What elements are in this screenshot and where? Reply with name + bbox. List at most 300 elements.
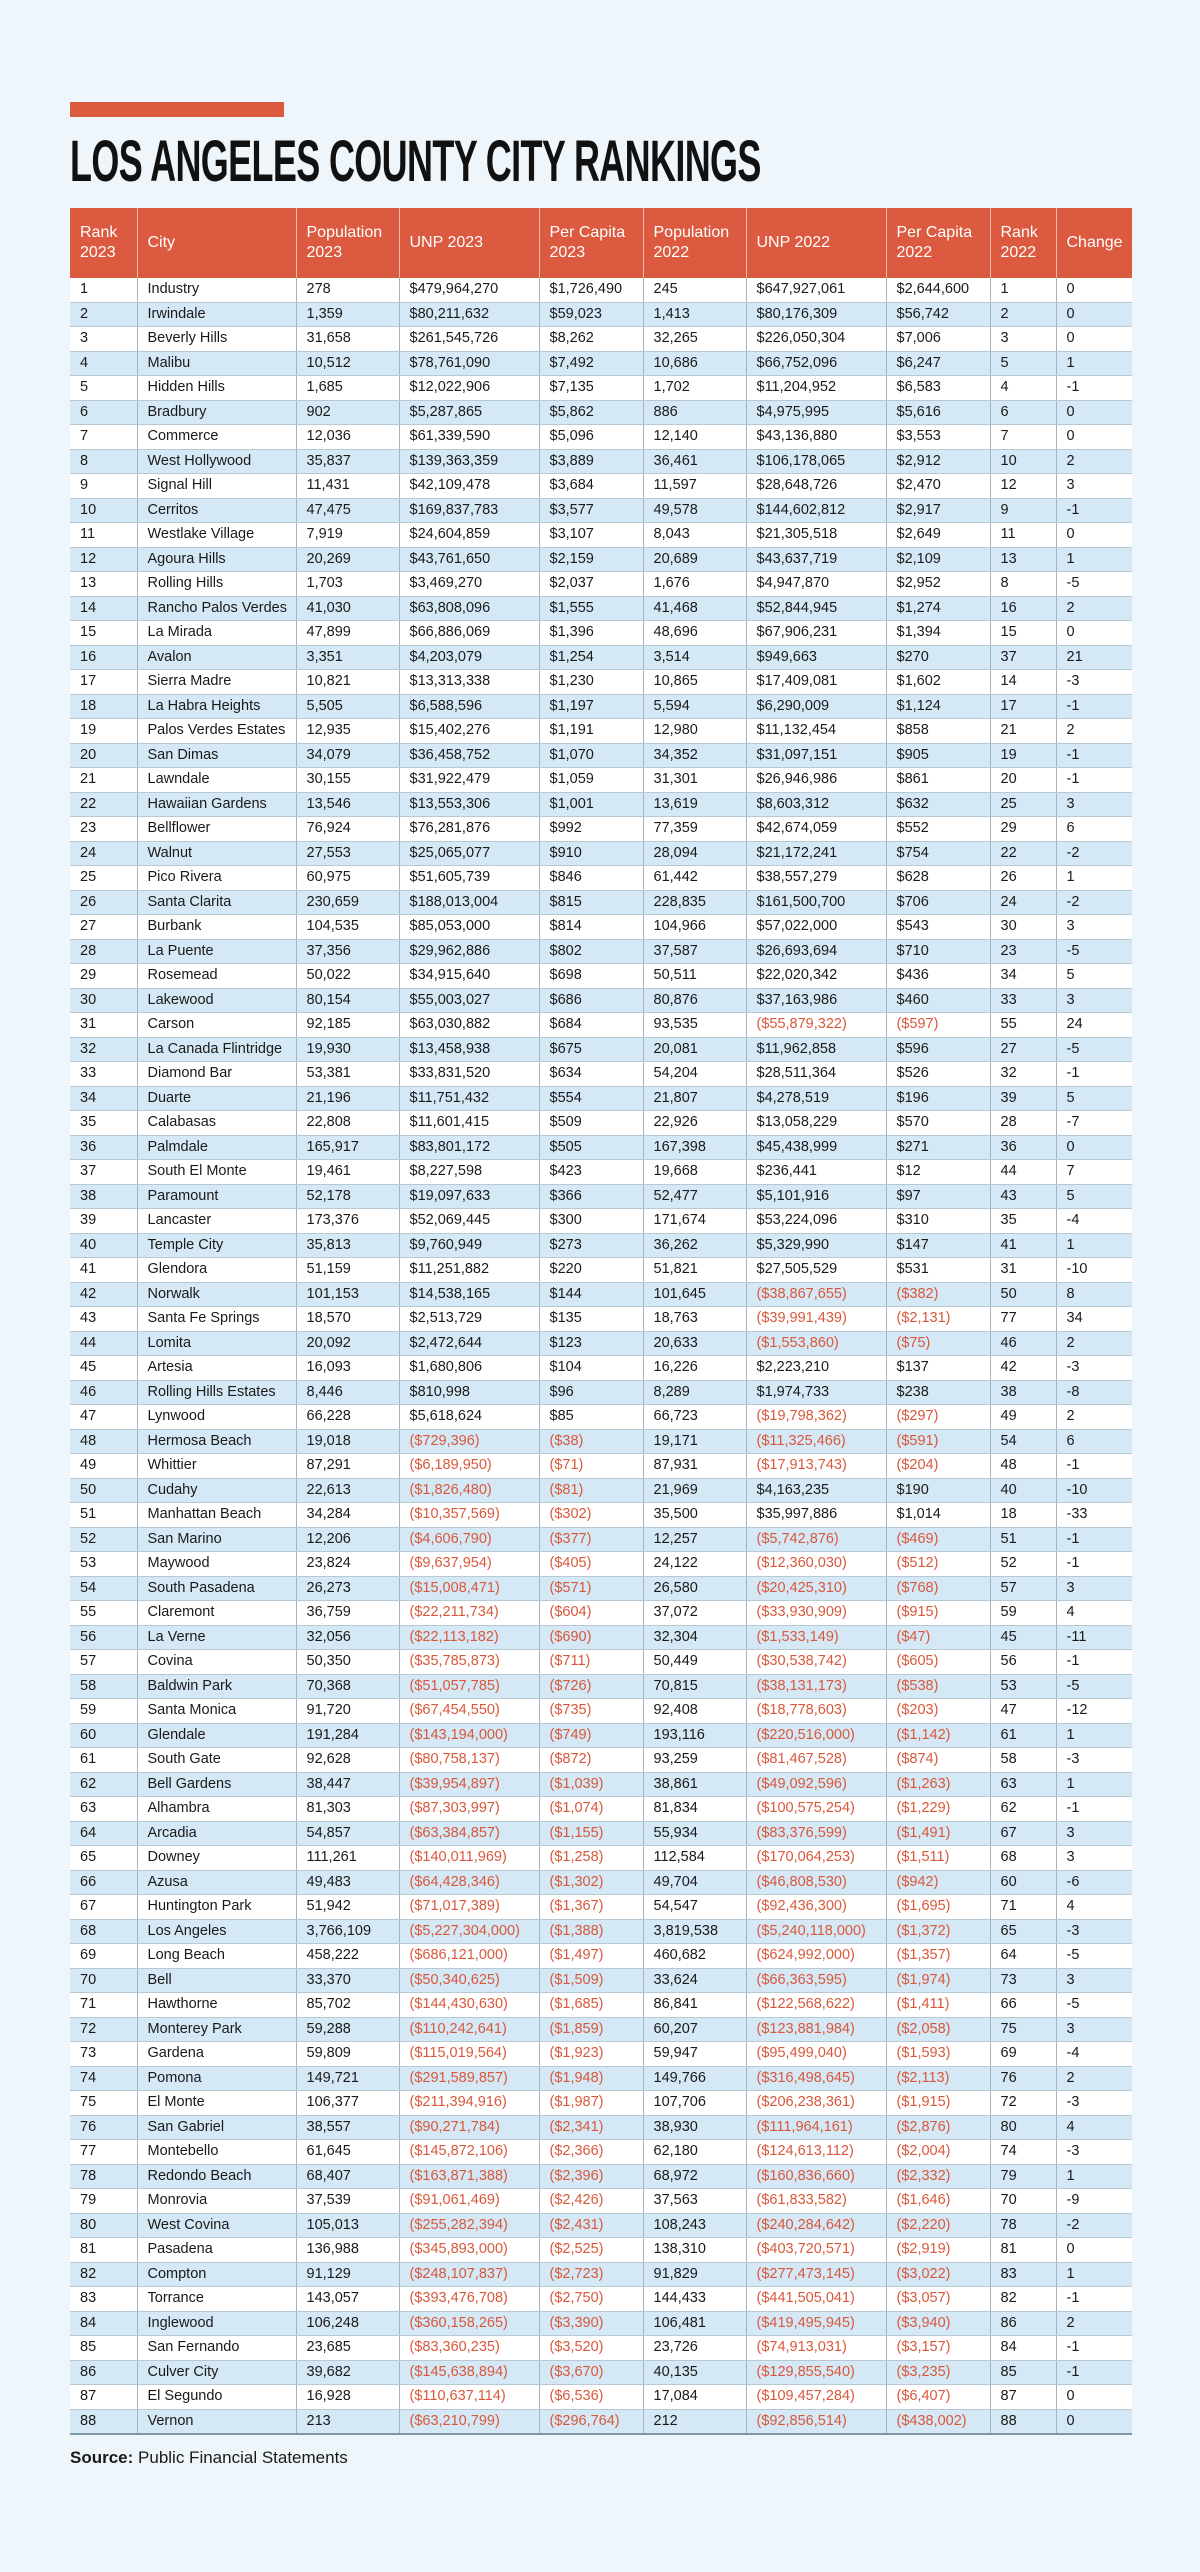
population-2022-cell: 149,766 xyxy=(643,2066,746,2091)
population-2023-cell: 39,682 xyxy=(296,2360,399,2385)
per-capita-2023-cell: ($2,525) xyxy=(539,2238,643,2263)
population-2022-cell: 51,821 xyxy=(643,1258,746,1283)
rank-2022-cell: 2 xyxy=(990,302,1056,327)
rank-2023-cell: 47 xyxy=(70,1405,137,1430)
unp-2022-cell: $647,927,061 xyxy=(746,278,886,302)
population-2022-cell: 50,449 xyxy=(643,1650,746,1675)
per-capita-2022-cell: ($6,407) xyxy=(886,2385,990,2410)
population-2022-cell: 107,706 xyxy=(643,2091,746,2116)
unp-2022-cell: $66,752,096 xyxy=(746,351,886,376)
rank-2023-cell: 3 xyxy=(70,327,137,352)
unp-2023-cell: ($1,826,480) xyxy=(399,1478,539,1503)
rank-2022-cell: 56 xyxy=(990,1650,1056,1675)
per-capita-2023-cell: $135 xyxy=(539,1307,643,1332)
population-2023-cell: 41,030 xyxy=(296,596,399,621)
unp-2023-cell: $36,458,752 xyxy=(399,743,539,768)
city-cell: Bellflower xyxy=(137,817,296,842)
unp-2022-cell: $106,178,065 xyxy=(746,449,886,474)
per-capita-2022-cell: ($1,593) xyxy=(886,2042,990,2067)
table-row xyxy=(70,425,1132,450)
per-capita-2022-cell: $5,616 xyxy=(886,400,990,425)
rank-2022-cell: 36 xyxy=(990,1135,1056,1160)
unp-2022-cell: ($55,879,322) xyxy=(746,1013,886,1038)
per-capita-2023-cell: $104 xyxy=(539,1356,643,1381)
unp-2022-cell: $5,101,916 xyxy=(746,1184,886,1209)
change-cell: 2 xyxy=(1056,1405,1132,1430)
per-capita-2023-cell: ($6,536) xyxy=(539,2385,643,2410)
city-cell: West Covina xyxy=(137,2213,296,2238)
rank-2022-cell: 55 xyxy=(990,1013,1056,1038)
population-2023-cell: 20,269 xyxy=(296,547,399,572)
rank-2022-cell: 78 xyxy=(990,2213,1056,2238)
population-2022-cell: 37,563 xyxy=(643,2189,746,2214)
city-cell: Palmdale xyxy=(137,1135,296,1160)
population-2022-cell: 49,578 xyxy=(643,498,746,523)
population-2023-cell: 111,261 xyxy=(296,1846,399,1871)
per-capita-2022-cell: ($605) xyxy=(886,1650,990,1675)
city-cell: Gardena xyxy=(137,2042,296,2067)
unp-2023-cell: ($67,454,550) xyxy=(399,1699,539,1724)
table-row xyxy=(70,1625,1132,1650)
rank-2023-cell: 42 xyxy=(70,1282,137,1307)
per-capita-2023-cell: ($3,390) xyxy=(539,2311,643,2336)
per-capita-2022-cell: ($3,235) xyxy=(886,2360,990,2385)
unp-2022-cell: ($38,867,655) xyxy=(746,1282,886,1307)
per-capita-2022-cell: $147 xyxy=(886,1233,990,1258)
per-capita-2023-cell: ($3,520) xyxy=(539,2336,643,2361)
rank-2023-cell: 33 xyxy=(70,1062,137,1087)
per-capita-2023-cell: ($711) xyxy=(539,1650,643,1675)
unp-2022-cell: $4,975,995 xyxy=(746,400,886,425)
unp-2022-cell: ($92,856,514) xyxy=(746,2409,886,2434)
rank-2022-cell: 58 xyxy=(990,1748,1056,1773)
unp-2023-cell: $78,761,090 xyxy=(399,351,539,376)
unp-2022-cell: $8,603,312 xyxy=(746,792,886,817)
change-cell: 0 xyxy=(1056,1135,1132,1160)
unp-2023-cell: $33,831,520 xyxy=(399,1062,539,1087)
unp-2022-cell: $26,946,986 xyxy=(746,768,886,793)
table-row xyxy=(70,1527,1132,1552)
city-cell: Irwindale xyxy=(137,302,296,327)
change-cell: -5 xyxy=(1056,572,1132,597)
population-2022-cell: 87,931 xyxy=(643,1454,746,1479)
city-cell: Duarte xyxy=(137,1086,296,1111)
per-capita-2022-cell: ($3,057) xyxy=(886,2287,990,2312)
population-2022-cell: 54,547 xyxy=(643,1895,746,1920)
unp-2023-cell: $12,022,906 xyxy=(399,376,539,401)
population-2023-cell: 136,988 xyxy=(296,2238,399,2263)
unp-2023-cell: ($22,211,734) xyxy=(399,1601,539,1626)
population-2023-cell: 458,222 xyxy=(296,1944,399,1969)
population-2022-cell: 12,140 xyxy=(643,425,746,450)
population-2023-cell: 32,056 xyxy=(296,1625,399,1650)
city-cell: Vernon xyxy=(137,2409,296,2434)
per-capita-2023-cell: $686 xyxy=(539,988,643,1013)
table-row xyxy=(70,1454,1132,1479)
per-capita-2022-cell: $310 xyxy=(886,1209,990,1234)
unp-2023-cell: $810,998 xyxy=(399,1380,539,1405)
population-2023-cell: 19,018 xyxy=(296,1429,399,1454)
column-header-rank-2022: Rank 2022 xyxy=(990,208,1056,278)
per-capita-2023-cell: ($1,302) xyxy=(539,1870,643,1895)
unp-2023-cell: $3,469,270 xyxy=(399,572,539,597)
city-cell: Pasadena xyxy=(137,2238,296,2263)
unp-2023-cell: $42,109,478 xyxy=(399,474,539,499)
population-2022-cell: 3,514 xyxy=(643,645,746,670)
population-2022-cell: 12,257 xyxy=(643,1527,746,1552)
change-cell: 3 xyxy=(1056,474,1132,499)
rank-2022-cell: 33 xyxy=(990,988,1056,1013)
per-capita-2023-cell: $684 xyxy=(539,1013,643,1038)
table-row xyxy=(70,2066,1132,2091)
per-capita-2023-cell: $1,070 xyxy=(539,743,643,768)
per-capita-2023-cell: ($1,039) xyxy=(539,1772,643,1797)
rank-2022-cell: 84 xyxy=(990,2336,1056,2361)
per-capita-2022-cell: $1,394 xyxy=(886,621,990,646)
change-cell: 2 xyxy=(1056,596,1132,621)
per-capita-2022-cell: $858 xyxy=(886,719,990,744)
population-2022-cell: 10,865 xyxy=(643,670,746,695)
table-row xyxy=(70,2091,1132,2116)
rank-2022-cell: 28 xyxy=(990,1111,1056,1136)
unp-2023-cell: ($393,476,708) xyxy=(399,2287,539,2312)
unp-2023-cell: $11,251,882 xyxy=(399,1258,539,1283)
unp-2022-cell: $21,305,518 xyxy=(746,523,886,548)
unp-2023-cell: $83,801,172 xyxy=(399,1135,539,1160)
unp-2022-cell: ($30,538,742) xyxy=(746,1650,886,1675)
table-row xyxy=(70,1160,1132,1185)
population-2022-cell: 36,262 xyxy=(643,1233,746,1258)
unp-2022-cell: ($220,516,000) xyxy=(746,1723,886,1748)
per-capita-2022-cell: $531 xyxy=(886,1258,990,1283)
population-2022-cell: 81,834 xyxy=(643,1797,746,1822)
change-cell: -3 xyxy=(1056,1919,1132,1944)
city-cell: Hawthorne xyxy=(137,1993,296,2018)
rank-2023-cell: 23 xyxy=(70,817,137,842)
per-capita-2023-cell: ($2,341) xyxy=(539,2115,643,2140)
unp-2023-cell: ($5,227,304,000) xyxy=(399,1919,539,1944)
per-capita-2022-cell: ($1,646) xyxy=(886,2189,990,2214)
population-2023-cell: 59,288 xyxy=(296,2017,399,2042)
table-row xyxy=(70,2213,1132,2238)
city-cell: South Gate xyxy=(137,1748,296,1773)
per-capita-2023-cell: $1,001 xyxy=(539,792,643,817)
per-capita-2023-cell: $3,577 xyxy=(539,498,643,523)
unp-2023-cell: ($83,360,235) xyxy=(399,2336,539,2361)
unp-2022-cell: $11,204,952 xyxy=(746,376,886,401)
unp-2023-cell: $9,760,949 xyxy=(399,1233,539,1258)
rank-2022-cell: 27 xyxy=(990,1037,1056,1062)
city-cell: Los Angeles xyxy=(137,1919,296,1944)
city-cell: Arcadia xyxy=(137,1821,296,1846)
unp-2022-cell: $37,163,986 xyxy=(746,988,886,1013)
unp-2023-cell: ($63,384,857) xyxy=(399,1821,539,1846)
population-2023-cell: 70,368 xyxy=(296,1674,399,1699)
rank-2023-cell: 9 xyxy=(70,474,137,499)
per-capita-2022-cell: ($538) xyxy=(886,1674,990,1699)
table-row xyxy=(70,768,1132,793)
unp-2022-cell: ($160,836,660) xyxy=(746,2164,886,2189)
population-2022-cell: 77,359 xyxy=(643,817,746,842)
table-row xyxy=(70,1821,1132,1846)
per-capita-2022-cell: $12 xyxy=(886,1160,990,1185)
unp-2022-cell: $5,329,990 xyxy=(746,1233,886,1258)
per-capita-2023-cell: $5,096 xyxy=(539,425,643,450)
city-cell: Cerritos xyxy=(137,498,296,523)
per-capita-2022-cell: ($1,142) xyxy=(886,1723,990,1748)
change-cell: 1 xyxy=(1056,1772,1132,1797)
rank-2023-cell: 79 xyxy=(70,2189,137,2214)
per-capita-2023-cell: ($872) xyxy=(539,1748,643,1773)
change-cell: 0 xyxy=(1056,621,1132,646)
column-header-per-capita-2023: Per Capita 2023 xyxy=(539,208,643,278)
rank-2022-cell: 85 xyxy=(990,2360,1056,2385)
rank-2022-cell: 79 xyxy=(990,2164,1056,2189)
city-cell: Calabasas xyxy=(137,1111,296,1136)
rank-2023-cell: 40 xyxy=(70,1233,137,1258)
unp-2022-cell: $11,132,454 xyxy=(746,719,886,744)
table-row xyxy=(70,400,1132,425)
rank-2023-cell: 38 xyxy=(70,1184,137,1209)
change-cell: 3 xyxy=(1056,988,1132,1013)
per-capita-2022-cell: ($1,974) xyxy=(886,1968,990,1993)
per-capita-2022-cell: $526 xyxy=(886,1062,990,1087)
unp-2023-cell: ($9,637,954) xyxy=(399,1552,539,1577)
unp-2023-cell: ($110,637,114) xyxy=(399,2385,539,2410)
change-cell: -3 xyxy=(1056,670,1132,695)
rank-2022-cell: 10 xyxy=(990,449,1056,474)
change-cell: -5 xyxy=(1056,1944,1132,1969)
rank-2022-cell: 40 xyxy=(990,1478,1056,1503)
unp-2022-cell: ($66,363,595) xyxy=(746,1968,886,1993)
population-2022-cell: 167,398 xyxy=(643,1135,746,1160)
rank-2022-cell: 21 xyxy=(990,719,1056,744)
per-capita-2023-cell: $675 xyxy=(539,1037,643,1062)
table-row xyxy=(70,1503,1132,1528)
rank-2023-cell: 73 xyxy=(70,2042,137,2067)
population-2023-cell: 92,185 xyxy=(296,1013,399,1038)
rank-2023-cell: 77 xyxy=(70,2140,137,2165)
city-cell: Avalon xyxy=(137,645,296,670)
table-row xyxy=(70,1258,1132,1283)
table-row xyxy=(70,964,1132,989)
rank-2023-cell: 67 xyxy=(70,1895,137,1920)
rank-2022-cell: 74 xyxy=(990,2140,1056,2165)
change-cell: -12 xyxy=(1056,1699,1132,1724)
rank-2022-cell: 50 xyxy=(990,1282,1056,1307)
rank-2023-cell: 2 xyxy=(70,302,137,327)
rank-2022-cell: 48 xyxy=(990,1454,1056,1479)
table-row xyxy=(70,1944,1132,1969)
unp-2023-cell: $1,680,806 xyxy=(399,1356,539,1381)
unp-2022-cell: ($240,284,642) xyxy=(746,2213,886,2238)
population-2023-cell: 23,685 xyxy=(296,2336,399,2361)
unp-2023-cell: $13,313,338 xyxy=(399,670,539,695)
table-row xyxy=(70,449,1132,474)
rank-2022-cell: 77 xyxy=(990,1307,1056,1332)
source-note xyxy=(70,2448,348,2468)
change-cell: 2 xyxy=(1056,719,1132,744)
change-cell: -3 xyxy=(1056,2140,1132,2165)
rank-2022-cell: 3 xyxy=(990,327,1056,352)
unp-2022-cell: $45,438,999 xyxy=(746,1135,886,1160)
unp-2022-cell: ($74,913,031) xyxy=(746,2336,886,2361)
population-2022-cell: 5,594 xyxy=(643,694,746,719)
per-capita-2023-cell: $1,191 xyxy=(539,719,643,744)
population-2023-cell: 230,659 xyxy=(296,890,399,915)
rank-2022-cell: 64 xyxy=(990,1944,1056,1969)
rank-2023-cell: 66 xyxy=(70,1870,137,1895)
population-2022-cell: 1,676 xyxy=(643,572,746,597)
city-cell: La Habra Heights xyxy=(137,694,296,719)
population-2023-cell: 92,628 xyxy=(296,1748,399,1773)
table-row xyxy=(70,2164,1132,2189)
unp-2023-cell: ($90,271,784) xyxy=(399,2115,539,2140)
table-row xyxy=(70,1846,1132,1871)
per-capita-2023-cell: $505 xyxy=(539,1135,643,1160)
unp-2023-cell: $29,962,886 xyxy=(399,939,539,964)
rank-2023-cell: 72 xyxy=(70,2017,137,2042)
rank-2023-cell: 10 xyxy=(70,498,137,523)
per-capita-2022-cell: $596 xyxy=(886,1037,990,1062)
population-2022-cell: 60,207 xyxy=(643,2017,746,2042)
city-cell: Lawndale xyxy=(137,768,296,793)
population-2022-cell: 212 xyxy=(643,2409,746,2434)
rank-2023-cell: 30 xyxy=(70,988,137,1013)
city-cell: Artesia xyxy=(137,1356,296,1381)
unp-2023-cell: ($163,871,388) xyxy=(399,2164,539,2189)
rank-2022-cell: 72 xyxy=(990,2091,1056,2116)
unp-2022-cell: ($46,808,530) xyxy=(746,1870,886,1895)
population-2022-cell: 18,763 xyxy=(643,1307,746,1332)
rank-2022-cell: 8 xyxy=(990,572,1056,597)
city-cell: Lomita xyxy=(137,1331,296,1356)
population-2023-cell: 33,370 xyxy=(296,1968,399,1993)
rank-2023-cell: 22 xyxy=(70,792,137,817)
per-capita-2023-cell: $634 xyxy=(539,1062,643,1087)
rank-2023-cell: 50 xyxy=(70,1478,137,1503)
per-capita-2023-cell: ($1,859) xyxy=(539,2017,643,2042)
population-2022-cell: 26,580 xyxy=(643,1576,746,1601)
population-2022-cell: 24,122 xyxy=(643,1552,746,1577)
unp-2023-cell: ($729,396) xyxy=(399,1429,539,1454)
city-cell: Claremont xyxy=(137,1601,296,1626)
rank-2023-cell: 16 xyxy=(70,645,137,670)
unp-2023-cell: $479,964,270 xyxy=(399,278,539,302)
change-cell: -4 xyxy=(1056,2042,1132,2067)
table-row xyxy=(70,1723,1132,1748)
table-row xyxy=(70,1111,1132,1136)
rank-2022-cell: 17 xyxy=(990,694,1056,719)
unp-2023-cell: ($211,394,916) xyxy=(399,2091,539,2116)
change-cell: 4 xyxy=(1056,1895,1132,1920)
per-capita-2023-cell: $8,262 xyxy=(539,327,643,352)
change-cell: -8 xyxy=(1056,1380,1132,1405)
change-cell: -1 xyxy=(1056,743,1132,768)
rank-2022-cell: 67 xyxy=(990,1821,1056,1846)
change-cell: -33 xyxy=(1056,1503,1132,1528)
city-cell: Inglewood xyxy=(137,2311,296,2336)
rank-2023-cell: 34 xyxy=(70,1086,137,1111)
rank-2023-cell: 71 xyxy=(70,1993,137,2018)
per-capita-2023-cell: $846 xyxy=(539,866,643,891)
rank-2022-cell: 5 xyxy=(990,351,1056,376)
change-cell: -6 xyxy=(1056,1870,1132,1895)
per-capita-2022-cell: ($2,004) xyxy=(886,2140,990,2165)
rank-2023-cell: 58 xyxy=(70,1674,137,1699)
per-capita-2023-cell: $1,555 xyxy=(539,596,643,621)
per-capita-2022-cell: $628 xyxy=(886,866,990,891)
per-capita-2022-cell: $2,644,600 xyxy=(886,278,990,302)
per-capita-2023-cell: ($81) xyxy=(539,1478,643,1503)
change-cell: -1 xyxy=(1056,1527,1132,1552)
unp-2022-cell: ($83,376,599) xyxy=(746,1821,886,1846)
column-header-population-2022: Population 2022 xyxy=(643,208,746,278)
population-2022-cell: 13,619 xyxy=(643,792,746,817)
unp-2022-cell: $1,974,733 xyxy=(746,1380,886,1405)
per-capita-2022-cell: ($297) xyxy=(886,1405,990,1430)
population-2023-cell: 149,721 xyxy=(296,2066,399,2091)
city-cell: Azusa xyxy=(137,1870,296,1895)
city-cell: Westlake Village xyxy=(137,523,296,548)
per-capita-2023-cell: $1,396 xyxy=(539,621,643,646)
per-capita-2023-cell: $2,159 xyxy=(539,547,643,572)
rank-2023-cell: 28 xyxy=(70,939,137,964)
rank-2023-cell: 87 xyxy=(70,2385,137,2410)
unp-2023-cell: ($360,158,265) xyxy=(399,2311,539,2336)
table-row xyxy=(70,1576,1132,1601)
rank-2023-cell: 21 xyxy=(70,768,137,793)
table-row xyxy=(70,915,1132,940)
unp-2023-cell: $31,922,479 xyxy=(399,768,539,793)
per-capita-2023-cell: $96 xyxy=(539,1380,643,1405)
table-row xyxy=(70,2360,1132,2385)
per-capita-2022-cell: ($2,058) xyxy=(886,2017,990,2042)
change-cell: -1 xyxy=(1056,1454,1132,1479)
rank-2022-cell: 7 xyxy=(990,425,1056,450)
change-cell: -1 xyxy=(1056,2287,1132,2312)
population-2022-cell: 50,511 xyxy=(643,964,746,989)
per-capita-2022-cell: ($2,876) xyxy=(886,2115,990,2140)
unp-2023-cell: ($63,210,799) xyxy=(399,2409,539,2434)
rank-2023-cell: 51 xyxy=(70,1503,137,1528)
per-capita-2022-cell: $706 xyxy=(886,890,990,915)
population-2022-cell: 108,243 xyxy=(643,2213,746,2238)
city-cell: Bell Gardens xyxy=(137,1772,296,1797)
per-capita-2022-cell: $6,583 xyxy=(886,376,990,401)
rank-2023-cell: 63 xyxy=(70,1797,137,1822)
unp-2023-cell: $85,053,000 xyxy=(399,915,539,940)
unp-2023-cell: $55,003,027 xyxy=(399,988,539,1013)
unp-2023-cell: ($255,282,394) xyxy=(399,2213,539,2238)
table-row xyxy=(70,2385,1132,2410)
city-cell: South El Monte xyxy=(137,1160,296,1185)
change-cell: 0 xyxy=(1056,425,1132,450)
population-2023-cell: 23,824 xyxy=(296,1552,399,1577)
rank-2023-cell: 82 xyxy=(70,2262,137,2287)
change-cell: 1 xyxy=(1056,2164,1132,2189)
population-2022-cell: 31,301 xyxy=(643,768,746,793)
population-2022-cell: 228,835 xyxy=(643,890,746,915)
city-cell: El Segundo xyxy=(137,2385,296,2410)
unp-2023-cell: $5,287,865 xyxy=(399,400,539,425)
rank-2023-cell: 84 xyxy=(70,2311,137,2336)
per-capita-2022-cell: $7,006 xyxy=(886,327,990,352)
population-2023-cell: 37,356 xyxy=(296,939,399,964)
unp-2023-cell: $51,605,739 xyxy=(399,866,539,891)
table-row xyxy=(70,1968,1132,1993)
change-cell: 3 xyxy=(1056,2017,1132,2042)
